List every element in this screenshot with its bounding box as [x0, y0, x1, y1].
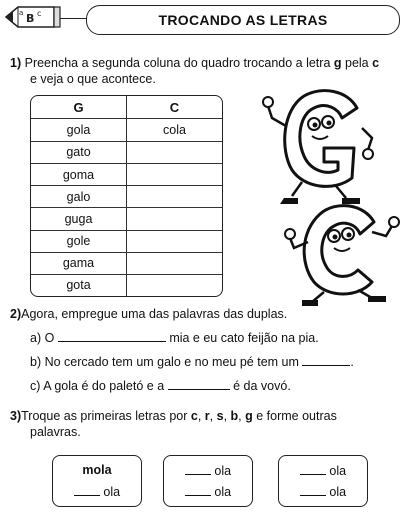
answer-blank[interactable] — [302, 354, 350, 366]
table-row — [31, 186, 222, 208]
table-row — [31, 252, 222, 274]
header-connector — [60, 18, 88, 19]
table-header-row — [31, 96, 222, 119]
pencil-abc-icon — [4, 2, 62, 32]
letter-swap-table — [30, 95, 223, 297]
word-box-top — [164, 463, 252, 478]
word-g: gato — [31, 141, 127, 163]
word-box-bottom — [164, 484, 252, 499]
letter-option: s — [216, 409, 224, 423]
answer-blank[interactable] — [300, 463, 326, 475]
question-1-text-b: pela — [341, 56, 373, 70]
answer-blank[interactable] — [300, 484, 326, 496]
answer-blank[interactable] — [74, 484, 100, 496]
word-ending: ola — [214, 464, 232, 478]
item-before: O — [44, 331, 55, 345]
item-before: No cercado tem um galo e no meu pé tem um — [44, 355, 299, 369]
question-3-line-2 — [30, 424, 81, 440]
word-ending: ola — [214, 485, 232, 499]
answer-cell[interactable] — [127, 163, 223, 185]
word-ending: ola — [329, 464, 347, 478]
answer-cell[interactable] — [127, 186, 223, 208]
column-header-c: C — [127, 96, 223, 119]
item-label: a) — [30, 331, 42, 345]
item-after: é da vovó. — [233, 379, 291, 393]
letter-option: g — [245, 409, 253, 423]
item-after: . — [350, 355, 354, 369]
answer-blank[interactable] — [185, 484, 211, 496]
letter-c-character-illustration — [282, 192, 402, 312]
word-ending: ola — [103, 485, 121, 499]
letter-g: g — [333, 56, 342, 70]
word-g: gota — [31, 274, 127, 296]
question-3-number: 3) — [10, 409, 22, 423]
word-box-top — [53, 463, 141, 477]
table-row — [31, 119, 222, 141]
word-g: galo — [31, 186, 127, 208]
word-box — [52, 455, 142, 507]
answer-cell[interactable] — [127, 230, 223, 252]
question-1-line-2 — [30, 71, 156, 87]
letter-option: c — [190, 409, 198, 423]
question-1-number: 1) — [10, 56, 22, 70]
answer-cell[interactable]: cola — [127, 119, 223, 141]
word-box — [278, 455, 368, 507]
question-3-text-a: Troque as primeiras letras por — [21, 409, 191, 423]
answer-blank[interactable] — [168, 378, 230, 390]
question-3: 3)Troque as primeiras letras por c, r, s, b, g e forme outras — [10, 409, 337, 423]
question-1-text-c: e veja o que acontece. — [30, 72, 156, 86]
word-box-bottom — [279, 484, 367, 499]
letter-c: c — [372, 56, 380, 70]
letter-g-character-illustration — [262, 78, 382, 208]
word-box-bottom — [53, 484, 141, 499]
svg-text:c: c — [37, 9, 42, 18]
table-row — [31, 208, 222, 230]
question-2 — [10, 306, 287, 322]
answer-cell[interactable] — [127, 252, 223, 274]
letter-option: b — [230, 409, 239, 423]
question-2b — [30, 354, 405, 370]
question-2-number: 2) — [10, 307, 22, 321]
question-1 — [10, 55, 405, 71]
page-title: TROCANDO AS LETRAS — [158, 12, 328, 28]
answer-blank[interactable] — [185, 463, 211, 475]
word-ending: ola — [329, 485, 347, 499]
question-1-text-a: Preencha a segunda coluna do quadro trocando a letra — [24, 56, 334, 70]
item-after: mia e eu cato feijão na pia. — [169, 331, 319, 345]
table-row — [31, 163, 222, 185]
question-3-text-c: palavras. — [30, 425, 81, 439]
answer-cell[interactable] — [127, 208, 223, 230]
title-banner — [86, 5, 400, 35]
question-2a — [30, 330, 405, 346]
question-2-text: Agora, empregue uma das palavras das duplas. — [21, 307, 288, 321]
table-row — [31, 141, 222, 163]
item-label: c) — [30, 379, 41, 393]
word-g: guga — [31, 208, 127, 230]
table-row — [31, 274, 222, 296]
word-g: gama — [31, 252, 127, 274]
svg-text:a: a — [19, 9, 24, 17]
table-row — [31, 230, 222, 252]
word-box — [163, 455, 253, 507]
answer-blank[interactable] — [58, 330, 166, 342]
word-g: gole — [31, 230, 127, 252]
question-3-text-b: e forme outras — [252, 409, 337, 423]
word-g: goma — [31, 163, 127, 185]
word-g: gola — [31, 119, 127, 141]
word-box-top — [279, 463, 367, 478]
example-word: mola — [82, 463, 112, 477]
item-label: b) — [30, 355, 42, 369]
answer-cell[interactable] — [127, 274, 223, 296]
column-header-g: G — [31, 96, 127, 119]
item-before: A gola é do paletó e a — [43, 379, 165, 393]
question-2c — [30, 378, 405, 394]
svg-text:B: B — [26, 12, 35, 25]
letter-option: r — [204, 409, 210, 423]
answer-cell[interactable] — [127, 141, 223, 163]
